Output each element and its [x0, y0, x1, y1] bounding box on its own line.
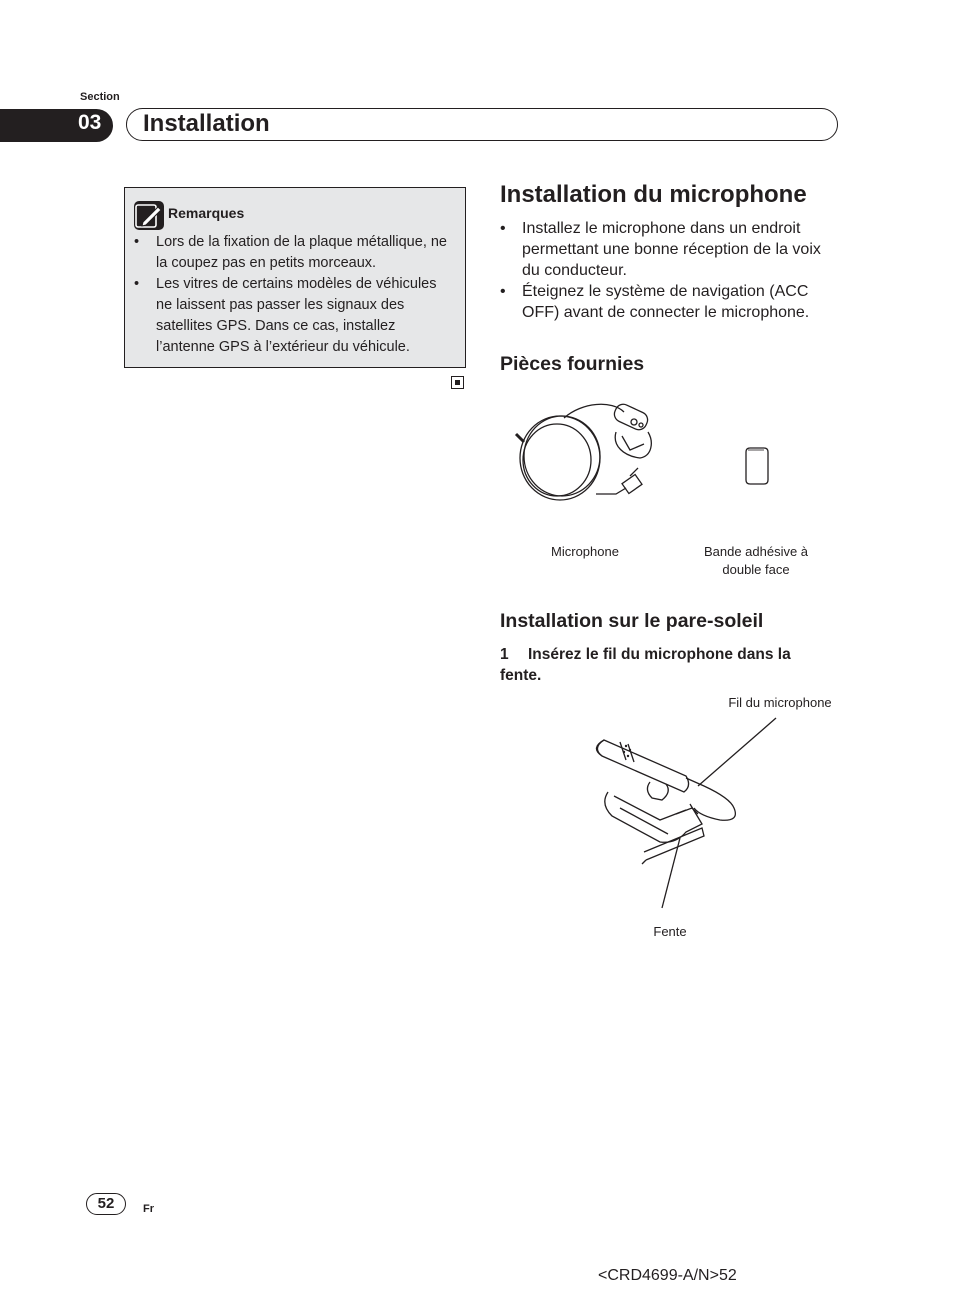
- adhesive-tape-illustration: [742, 446, 770, 486]
- step-number: 1: [500, 646, 509, 663]
- visor-mount-illustration: [590, 712, 790, 922]
- step-1: [500, 644, 820, 686]
- remarks-list: [132, 232, 456, 358]
- remarks-heading: Remarques: [168, 205, 245, 221]
- document-code: <CRD4699-A/N>52: [598, 1267, 737, 1284]
- end-of-section-icon: [451, 376, 464, 389]
- list-item: • Installez le microphone dans un endroit permettant une bonne réception de la voix du conducteur.: [498, 218, 838, 281]
- microphone-caption: Microphone: [551, 544, 619, 559]
- instruction-list: [498, 218, 838, 323]
- list-item: • Les vitres de certains modèles de véhicules ne laissent pas passer les signaux des satellites GPS. Dans ce cas, installez l’antenne GPS à l’extérieur du véhicule.: [132, 274, 456, 358]
- section-title: Installation: [143, 110, 270, 137]
- visor-install-heading: Installation sur le pare-soleil: [500, 610, 764, 632]
- pencil-note-icon: [134, 201, 164, 230]
- section-label: Section: [80, 91, 120, 103]
- list-item: • Lors de la fixation de la plaque métallique, ne la coupez pas en petits morceaux.: [132, 232, 456, 274]
- page-number: 52: [86, 1193, 126, 1215]
- wire-callout: Fil du microphone: [728, 695, 832, 710]
- page-heading: Installation du microphone: [500, 181, 807, 208]
- step-text: Insérez le fil du microphone dans la fente.: [500, 646, 791, 684]
- language-code: Fr: [143, 1203, 154, 1215]
- slot-callout: Fente: [653, 924, 687, 939]
- microphone-illustration: [512, 398, 672, 510]
- parts-heading: Pièces fournies: [500, 353, 645, 375]
- adhesive-tape-caption: Bande adhésive à double face: [703, 544, 809, 577]
- list-item: • Éteignez le système de navigation (ACC OFF) avant de connecter le microphone.: [498, 281, 838, 323]
- section-number: 03: [78, 111, 102, 134]
